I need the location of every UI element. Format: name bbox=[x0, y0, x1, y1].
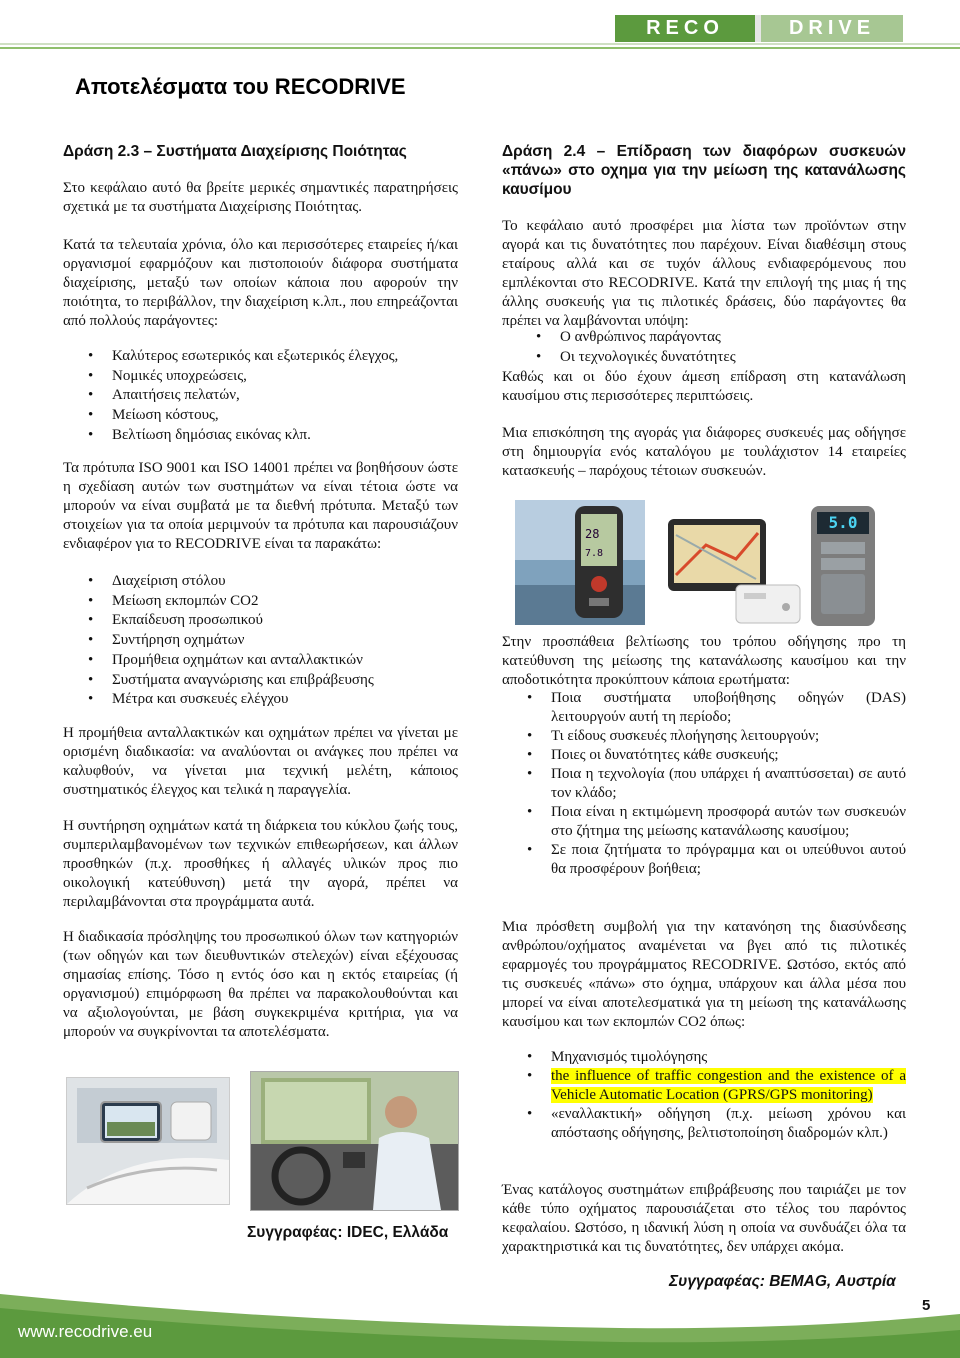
section-heading-2-4: Δράση 2.4 – Επίδραση των διαφόρων συσκευών «πάνω» στο οχημα για την μείωση της κατανάλωσης καυσίμου bbox=[502, 143, 906, 198]
paragraph-maintenance: Η συντήρηση οχημάτων κατά τη διάρκεια του κύκλου ζωής τους, συμπεριλαμβανομένων των τεχνικών επιθεωρήσεων, και άλλων προσθηκών (π.χ. προσθήκες ή αλλαγές υλικών προς πιο οικολογική κατεύθυνση) μετά την αγορά, πρέπει να περιλαμβάνονται στα προγράμματα αυτά. bbox=[63, 818, 458, 910]
list-item: • Εκπαίδευση προσωπικού bbox=[112, 611, 458, 631]
bullet-list-elements bbox=[112, 572, 458, 710]
paragraph-market: Μια επισκόπηση της αγοράς για διάφορες συσκευές μας οδήγησε στη δημιουργία ενός καταλόγου με τουλάχιστον 14 εταιρείες κατασκευής – παρόχους τέτοιων συσκευών. bbox=[502, 425, 906, 479]
paragraph-recruitment: Η διαδικασία πρόσληψης του προσωπικού όλων των κατηγοριών (των οδηγών και των διευθυντικών στελεχών) είναι εξέχουσας σημασίας επίσης. Τόσο η εντός όσο και η εκτός εταιρείας (ή οργανισμού) επιμόρφωση θα πρέπει να παρακολουθούνται και να αξιολογούνται, με βάση συγκεκριμένα κριτήρια, για να μπορούν να συγκρίνονται τα αποτελέσματα. bbox=[63, 929, 458, 1040]
list-item: • Μηχανισμός τιμολόγησης bbox=[551, 1048, 906, 1067]
list-item: • Προμήθεια οχημάτων και ανταλλακτικών bbox=[112, 651, 458, 671]
author-left: Συγγραφέας: IDEC, Ελλάδα bbox=[247, 1224, 449, 1241]
page-title: Αποτελέσματα του RECODRIVE bbox=[75, 74, 406, 99]
list-item: • Καλύτερος εσωτερικός και εξωτερικός έλεγχος, bbox=[112, 347, 458, 367]
svg-text:28: 28 bbox=[585, 527, 600, 541]
list-item: • Ποια συστήματα υποβοήθησης οδηγών (DAS) λειτουργούν αυτή τη περίοδο; bbox=[551, 689, 906, 727]
highlighted-text: the influence of traffic congestion and the existence of a Vehicle Automatic Location (GPRS/GPS monitoring) bbox=[551, 1068, 906, 1103]
list-item: • Σε ποια ζητήματα το πρόγραμμα και οι υπεύθυνοι αυτού θα προσφέρουν βοήθεια; bbox=[551, 841, 906, 879]
logo-reco: RECO bbox=[615, 15, 755, 42]
list-item: • Συστήματα αναγνώρισης και επιβράβευσης bbox=[112, 671, 458, 691]
list-item: • Νομικές υποχρεώσεις, bbox=[112, 367, 458, 387]
list-item: • Ο ανθρώπινος παράγοντας bbox=[560, 328, 906, 348]
footer-band bbox=[0, 1284, 960, 1358]
bullet-list-measures bbox=[551, 1048, 906, 1143]
paragraph-intro: Στο κεφάλαιο αυτό θα βρείτε μερικές σημαντικές παρατηρήσεις σχετικά με τα συστήματα Διαχείρισης Ποιότητας. bbox=[63, 180, 458, 215]
bus-driver-photo bbox=[250, 1071, 459, 1211]
bullet-list-questions bbox=[551, 689, 906, 879]
paragraph-management: Κατά τα τελευταία χρόνια, όλο και περισσότερες εταιρείες ή/και οργανισμοί εφαρμόζουν και πιστοποιούν διάφορα συστήματα διαχείρισης, μεταξύ των οποίων κάποια που αφορούν την ποιότητα, το περιβάλλον, την διαχείριση κ.λπ., που επηρεάζονται από πολλούς παράγοντες: bbox=[63, 237, 458, 329]
logo-drive: DRIVE bbox=[761, 15, 903, 42]
list-item: • Μέτρα και συσκευές ελέγχου bbox=[112, 690, 458, 710]
list-item: • Μείωση εκπομπών CO2 bbox=[112, 592, 458, 612]
list-item: • Συντήρηση οχημάτων bbox=[112, 631, 458, 651]
paragraph-iso: Τα πρότυπα ISO 9001 και ISO 14001 πρέπει να βοηθήσουν ώστε η σχεδίαση αυτών των συστημάτων να είναι τέτοια ώστε να μπορούν να είναι συμβατά με τα διεθνή πρότυπα. Μεταξύ των στοιχείων για τα οποία μεριμνούν τα πρότυπα και παρουσιάζουν ενδιαφέρον για το RECODRIVE είναι τα παρακάτω: bbox=[63, 460, 458, 552]
list-item: • Βελτίωση δημόσιας εικόνας κλπ. bbox=[112, 426, 458, 446]
fuel-meter-device-photo bbox=[515, 500, 645, 625]
list-item: • Απαιτήσεις πελατών, bbox=[112, 386, 458, 406]
paragraph-pilot: Μια πρόσθετη συμβολή για την κατανόηση της διασύνδεσης ανθρώπου/οχήματος αναμένεται να βγει από τις πιλοτικές εφαρμογές του προγράμματος RECODRIVE. Ωστόσο, εκτός από τις συσκευές «πάνω» στο όχημα, υπάρχουν και άλλα μέσα που μπορεί να είναι αποτελεσματικά για τη μείωση της κατανάλωσης καυσίμου και των εκπομπών CO2 όπως: bbox=[502, 919, 906, 1030]
author-right: Συγγραφέας: BEMAG, Αυστρία bbox=[669, 1273, 896, 1290]
list-item: • Ποια είναι η εκτιμώμενη προσφορά αυτών των συσκευών στο ζήτημα της μείωσης κατανάλωσης καυσίμου; bbox=[551, 803, 906, 841]
section-heading-2-3: Δράση 2.3 – Συστήματα Διαχείρισης Ποιότητας bbox=[63, 143, 407, 160]
list-item: • Οι τεχνολογικές δυνατότητες bbox=[560, 348, 906, 368]
paragraph-procurement: Η προμήθεια ανταλλακτικών και οχημάτων πρέπει να γίνεται με ορισμένη διαδικασία: να αναλύονται οι ανάγκες που πρέπει να καλυφθούν, να γίνεται μια τεχνική μελέτη, κάποιος συστηματικός έλεγχος και τελικά η παραγγελία. bbox=[63, 725, 458, 798]
paragraph-impact: Καθώς και οι δύο έχουν άμεση επίδραση στη κατανάλωση καυσίμου στις περισσότερες περιπτώσεις. bbox=[502, 369, 906, 404]
paragraph-rewards: Ένας κατάλογος συστημάτων επιβράβευσης που ταιριάζει με τον κάθε τύπο οχήματος παρουσιάζεται στο τέλος του παρόντος κεφαλαίου. Ωστόσο, η ιδανική λύση η οποία να συνδυάζει όλα τα χαρακτηριστικά και τις δυνατότητες, δεν υπάρχει ακόμα. bbox=[502, 1182, 906, 1255]
bullet-list-factors-right bbox=[560, 328, 906, 367]
list-item: • «εναλλακτική» οδήγηση (π.χ. μείωση χρόνου και απόστασης οδήγησης, βελτιστοποίηση διαδρομών κλπ.) bbox=[551, 1105, 906, 1143]
paragraph-products: Το κεφάλαιο αυτό προσφέρει μια λίστα των προϊόντων στην αγορά και τις δυνατότητες που παρέχουν. Είναι διαθέσιμη στους εταίρους αλλά και σε τυχόν άλλους ενδιαφερόμενους που εμπλέκονται στο RECODRIVE. Κατά την επιλογή της μιας ή της άλλης συσκευής για τις πιλοτικές δράσεις, δύο παράγοντες θα πρέπει να λαμβάνονται υπόψη: bbox=[502, 218, 906, 329]
header-divider-2 bbox=[0, 47, 960, 49]
list-item: • Ποιες οι δυνατότητες κάθε συσκευής; bbox=[551, 746, 906, 765]
paragraph-questions: Στην προσπάθεια βελτίωσης του τρόπου οδήγησης προ τη κατεύθυνση της μείωσης της κατανάλωσης καυσίμου και την αποδοτικότητα προκύπτουν κάποια ερωτήματα: bbox=[502, 634, 906, 688]
header-divider bbox=[0, 43, 960, 45]
recodrive-logo bbox=[615, 15, 903, 42]
bullet-list-factors bbox=[112, 347, 458, 446]
list-item-highlighted bbox=[551, 1067, 906, 1105]
list-item: • Διαχείριση στόλου bbox=[112, 572, 458, 592]
eco-driving-display-device bbox=[807, 502, 879, 632]
svg-text:7.8: 7.8 bbox=[585, 548, 604, 559]
footer-website-link[interactable]: www.recodrive.eu bbox=[18, 1322, 153, 1341]
gps-navigation-device-photo bbox=[666, 515, 806, 633]
page-number: 5 bbox=[922, 1297, 931, 1314]
device-display-readout: 5.0 bbox=[828, 513, 858, 532]
simulator-photo bbox=[66, 1077, 230, 1205]
list-item: • Τι είδους συσκευές πλοήγησης λειτουργούν; bbox=[551, 727, 906, 746]
list-item: • Μείωση κόστους, bbox=[112, 406, 458, 426]
list-item: • Ποια η τεχνολογία (που υπάρχει ή αναπτύσσεται) σε αυτό τον κλάδο; bbox=[551, 765, 906, 803]
